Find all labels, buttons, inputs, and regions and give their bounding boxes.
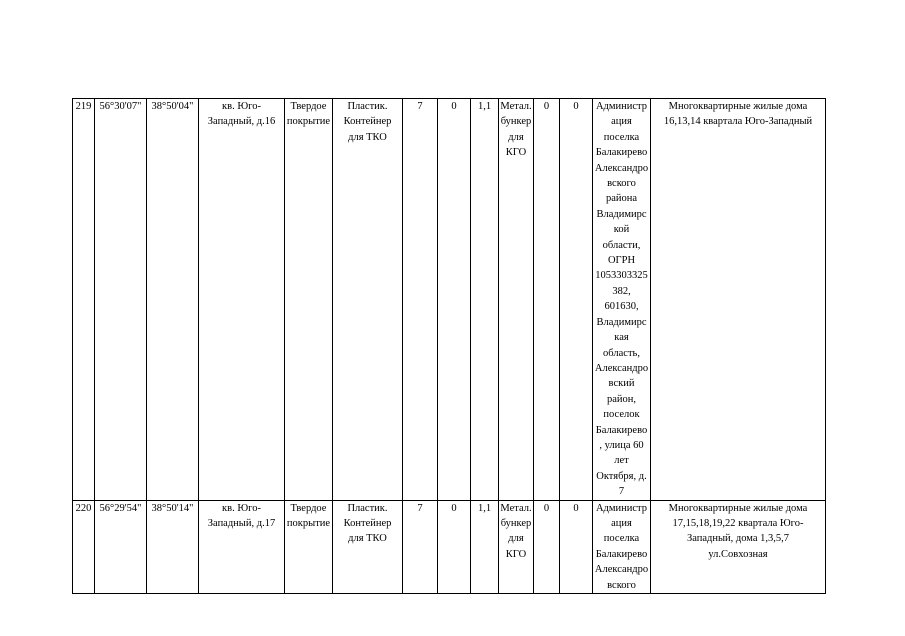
bunker-planned-cell: 0 <box>560 500 593 593</box>
row-number: 220 <box>73 500 95 593</box>
waste-sources-cell <box>651 99 826 501</box>
bunker-line: КГО <box>505 548 527 560</box>
container-type-cell <box>333 500 403 593</box>
sources-line: Многоквартирные жилые дома <box>668 101 808 112</box>
owner-line: вского <box>607 178 636 190</box>
owner-line: ация <box>611 116 632 128</box>
container-line: для ТКО <box>348 533 387 545</box>
owner-line: Александро <box>594 162 649 174</box>
sources-line: ул.Совхозная <box>708 548 768 560</box>
owner-line: вского <box>607 579 636 591</box>
bunker-line: Метал. <box>500 502 532 514</box>
owner-line: Администр <box>595 101 648 112</box>
planned-count-cell: 0 <box>438 99 471 501</box>
sources-line: Многоквартирные жилые дома <box>668 502 808 514</box>
owner-line: область, <box>603 347 640 359</box>
bunker-count-cell: 0 <box>534 500 560 593</box>
owner-line: ОГРН <box>607 255 636 267</box>
container-type-cell <box>333 99 403 501</box>
bunker-count-cell: 0 <box>534 99 560 501</box>
owner-line: 7 <box>618 486 625 498</box>
bunker-line: КГО <box>505 147 527 159</box>
volume-cell: 1,1 <box>471 500 499 593</box>
owner-line: ация <box>611 517 632 529</box>
bunker-line: для <box>508 533 524 545</box>
container-count-cell: 7 <box>403 99 438 501</box>
latitude-cell: 56°29'54" <box>95 500 147 593</box>
bunker-type-cell <box>499 99 534 501</box>
owner-line: Владимирс <box>596 316 647 328</box>
owner-line: 382, <box>612 285 631 297</box>
longitude-cell: 38°50'04" <box>147 99 199 501</box>
owner-line: Александро <box>594 564 649 576</box>
bunker-planned-cell: 0 <box>560 99 593 501</box>
latitude-cell: 56°30'07" <box>95 99 147 501</box>
owner-line: кая <box>614 332 629 344</box>
address-line: кв. Юго- <box>222 502 261 514</box>
owner-line: области, <box>602 239 641 251</box>
owner-line: Балакирево <box>595 548 648 560</box>
waste-sources-cell <box>651 500 826 593</box>
owner-line: Александро <box>594 362 649 374</box>
owner-line: кой <box>613 224 630 236</box>
address-cell <box>199 500 285 593</box>
surface-line: Твердое <box>290 101 327 112</box>
container-line: Пластик. <box>347 101 388 112</box>
address-cell <box>199 99 285 501</box>
address-line: Западный, д.16 <box>207 116 276 128</box>
owner-line: поселка <box>603 533 640 545</box>
bunker-line: бункер <box>500 116 532 128</box>
container-line: Пластик. <box>347 502 388 514</box>
owner-line: район, <box>606 393 637 405</box>
sources-line: Западный, дома 1,3,5,7 <box>686 533 790 545</box>
bunker-type-cell <box>499 500 534 593</box>
owner-cell <box>593 500 651 593</box>
surface-line: покрытие <box>286 116 331 128</box>
volume-cell: 1,1 <box>471 99 499 501</box>
row-number: 219 <box>73 99 95 501</box>
bunker-line: бункер <box>500 517 532 529</box>
owner-line: Администр <box>595 502 648 514</box>
address-line: кв. Юго- <box>222 101 261 112</box>
surface-cell <box>285 500 333 593</box>
table-row <box>73 500 826 593</box>
owner-line: Владимирс <box>596 208 647 220</box>
sources-line: 17,15,18,19,22 квартала Юго- <box>672 517 804 529</box>
owner-line: 601630, <box>604 301 639 313</box>
owner-line: 1053303325 <box>595 270 648 282</box>
bunker-line: для <box>508 131 524 143</box>
owner-line: , улица 60 <box>599 439 644 451</box>
surface-cell <box>285 99 333 501</box>
container-line: Контейнер <box>343 517 392 529</box>
waste-site-registry-table <box>72 98 826 594</box>
owner-line: поселка <box>603 131 640 143</box>
container-line: Контейнер <box>343 116 392 128</box>
address-line: Западный, д.17 <box>207 517 276 529</box>
owner-line: Балакирево <box>595 424 648 436</box>
owner-line: поселок <box>603 409 640 421</box>
longitude-cell: 38°50'14" <box>147 500 199 593</box>
surface-line: покрытие <box>286 517 331 529</box>
owner-line: района <box>605 193 638 205</box>
owner-line: Октября, д. <box>596 470 647 482</box>
surface-line: Твердое <box>290 502 327 514</box>
planned-count-cell: 0 <box>438 500 471 593</box>
table-row <box>73 99 826 501</box>
bunker-line: Метал. <box>500 101 532 112</box>
container-count-cell: 7 <box>403 500 438 593</box>
owner-cell <box>593 99 651 501</box>
container-line: для ТКО <box>348 131 387 143</box>
owner-line: лет <box>614 455 629 467</box>
owner-line: Балакирево <box>595 147 648 159</box>
sources-line: 16,13,14 квартала Юго-Западный <box>663 116 813 128</box>
owner-line: вский <box>608 378 635 390</box>
